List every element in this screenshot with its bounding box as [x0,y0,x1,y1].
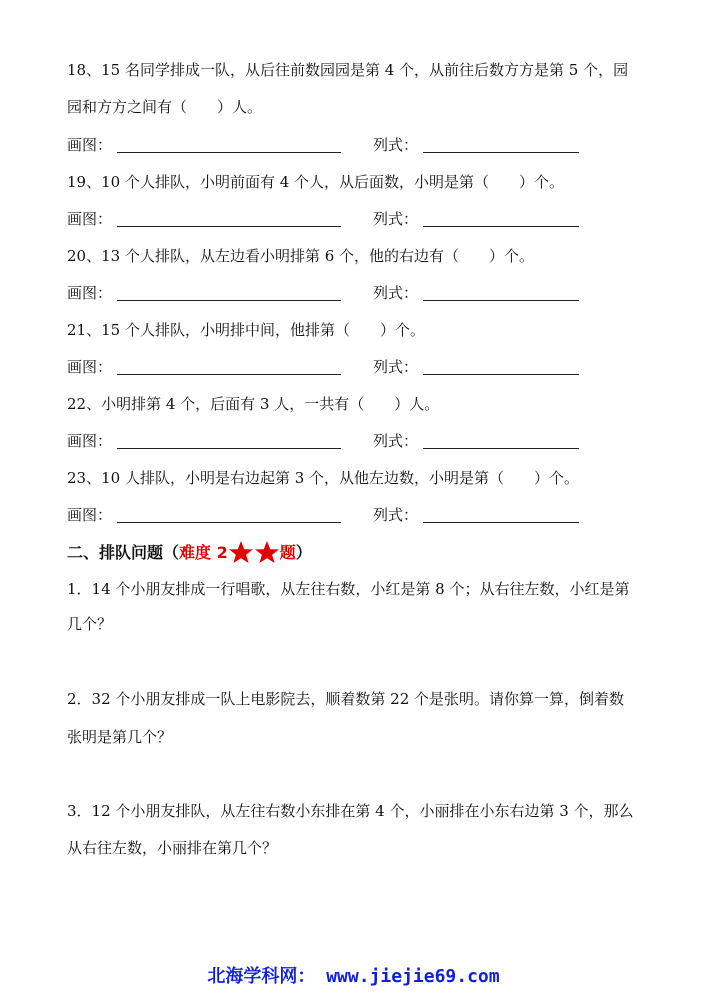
section-heading [67,540,312,564]
section-title: 二、排队问题（ [67,543,180,562]
exercise-18-line-2: 园和方方之间有（ ）人。 [67,98,263,116]
formula-label: 列式： [373,284,419,302]
exercise-23-line-1: 23、10 人排队，小明是右边起第 3 个，从他左边数，小明是第（ ）个。 [67,469,580,487]
draw-label: 画图： [67,136,113,154]
exercise-22-line-1: 22、小明排第 4 个，后面有 3 人，一共有（ ）人。 [67,395,440,413]
footer-watermark: 北海学科网： www.jiejie69.com [207,966,500,987]
exercise-19-line-1: 19、10 个人排队，小明前面有 4 个人，从后面数，小明是第（ ）个。 [67,173,565,191]
formula-blank[interactable] [423,374,579,375]
problem-1-line-1: 1．14 个小朋友排成一行唱歌，从左往右数，小红是第 8 个；从右往左数，小红是第 [67,580,630,598]
draw-blank[interactable] [117,522,341,523]
formula-label: 列式： [373,136,419,154]
draw-blank[interactable] [117,152,341,153]
star-icon [254,540,280,564]
draw-label: 画图： [67,210,113,228]
difficulty-label: 难度 2 [179,543,228,562]
formula-label: 列式： [373,432,419,450]
exercise-18-line-1: 18、15 名同学排成一队，从后往前数园园是第 4 个，从前往后数方方是第 5 个，园 [67,61,629,79]
formula-label: 列式： [373,210,419,228]
exercise-20-line-1: 20、13 个人排队，从左边看小明排第 6 个，他的右边有（ ）个。 [67,247,535,265]
difficulty-suffix: 题 [279,543,296,562]
formula-label: 列式： [373,506,419,524]
star-icon [228,540,254,564]
formula-blank[interactable] [423,152,579,153]
problem-3-line-1: 3．12 个小朋友排队，从左往右数小东排在第 4 个，小丽排在小东右边第 3 个，那么 [67,802,634,820]
draw-label: 画图： [67,358,113,376]
draw-label: 画图： [67,506,113,524]
answer-row-18 [67,135,667,159]
formula-label: 列式： [373,358,419,376]
answer-row-20 [67,283,667,307]
formula-blank[interactable] [423,522,579,523]
answer-row-22 [67,431,667,455]
formula-blank[interactable] [423,300,579,301]
draw-blank[interactable] [117,374,341,375]
answer-row-19 [67,209,667,233]
answer-row-21 [67,357,667,381]
draw-label: 画图： [67,284,113,302]
formula-blank[interactable] [423,226,579,227]
problem-3-line-2: 从右往左数，小丽排在第几个？ [67,839,278,857]
formula-blank[interactable] [423,448,579,449]
draw-label: 画图： [67,432,113,450]
exercise-21-line-1: 21、15 个人排队，小明排中间，他排第（ ）个。 [67,321,425,339]
section-close: ） [295,543,312,562]
draw-blank[interactable] [117,448,341,449]
problem-1-line-2: 几个？ [67,615,113,633]
problem-2-line-2: 张明是第几个？ [67,728,173,746]
draw-blank[interactable] [117,300,341,301]
draw-blank[interactable] [117,226,341,227]
answer-row-23 [67,505,667,529]
problem-2-line-1: 2．32 个小朋友排成一队上电影院去，顺着数第 22 个是张明。请你算一算，倒着数 [67,690,625,708]
